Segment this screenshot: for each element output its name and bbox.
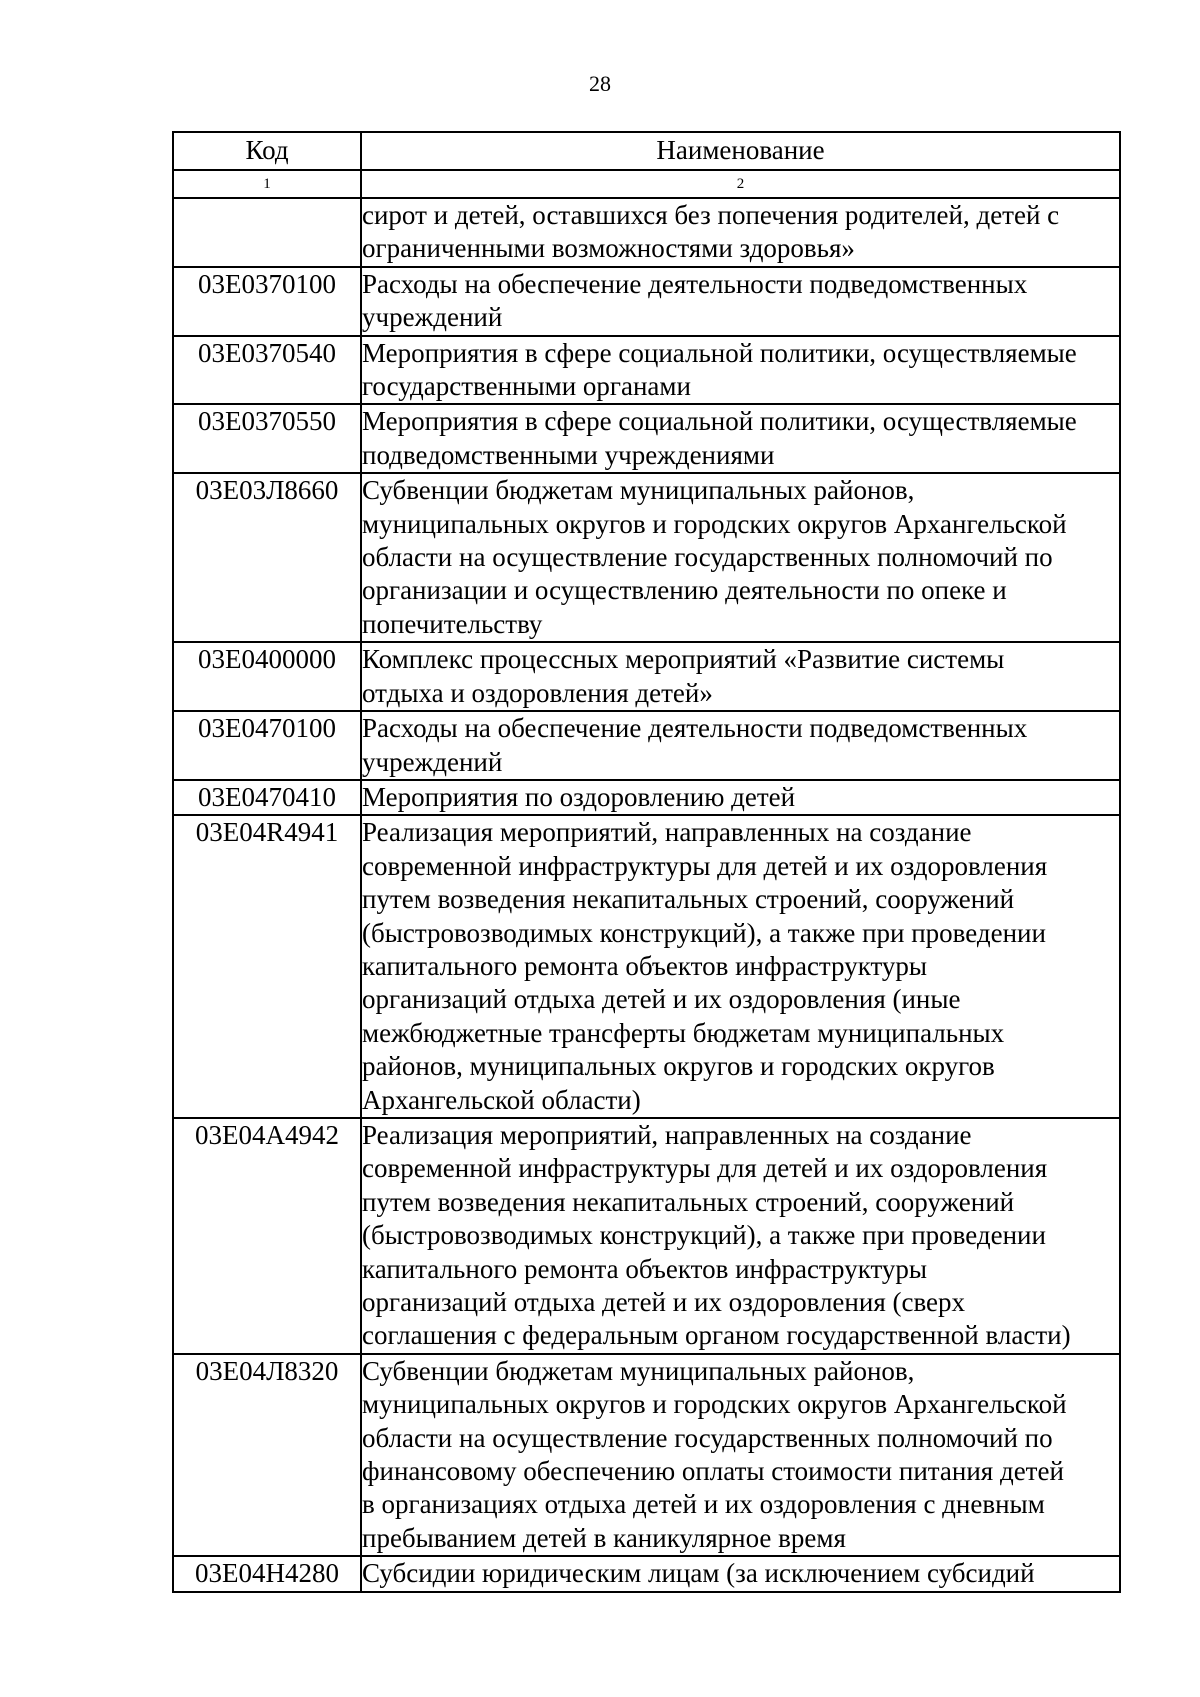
row-code: [173, 198, 361, 267]
row-code: 03Е04А4942: [173, 1118, 361, 1354]
row-name: сирот и детей, оставшихся без попечения родителей, детей с ограниченными возможностями здоровья»: [361, 198, 1120, 267]
header-row: [173, 132, 1120, 170]
header-name: Наименование: [361, 132, 1120, 170]
row-name: Мероприятия в сфере социальной политики, осуществляемые государственными органами: [361, 336, 1120, 405]
table-row: [173, 198, 1120, 267]
table-row: [173, 642, 1120, 711]
table-row: [173, 1556, 1120, 1591]
page-number: 28: [589, 71, 611, 96]
column-number-name: 2: [361, 170, 1120, 198]
row-code: 03Е0400000: [173, 642, 361, 711]
table-row: [173, 1118, 1120, 1354]
row-name: Реализация мероприятий, направленных на создание современной инфраструктуры для детей и их оздоровления путем возведения некапитальных строений, сооружений (быстровозводимых конструкций), а также при проведении капитального ремонта объектов инфраструктуры организаций отдыха детей и их оздоровления (сверх соглашения с федеральным органом государственной власти): [361, 1118, 1120, 1354]
row-name: Субвенции бюджетам муниципальных районов, муниципальных округов и городских округов Архангельской области на осуществление государственных полномочий по организации и осуществлению деятельности по опеке и попечительству: [361, 473, 1120, 642]
table-body: [173, 198, 1120, 1592]
row-code: 03Е0370540: [173, 336, 361, 405]
row-code: 03Е0370550: [173, 404, 361, 473]
table-row: [173, 780, 1120, 815]
header-code: Код: [173, 132, 361, 170]
row-code: 03Е04R4941: [173, 815, 361, 1118]
table-row: [173, 473, 1120, 642]
table-row: [173, 711, 1120, 780]
column-number-code: 1: [173, 170, 361, 198]
row-code: 03Е0470100: [173, 711, 361, 780]
row-name: Субсидии юридическим лицам (за исключением субсидий: [361, 1556, 1120, 1591]
table-header: [173, 132, 1120, 198]
table-row: [173, 815, 1120, 1118]
row-code: 03Е0470410: [173, 780, 361, 815]
table-row: [173, 1354, 1120, 1556]
row-name: Комплекс процессных мероприятий «Развитие системы отдыха и оздоровления детей»: [361, 642, 1120, 711]
row-name: Расходы на обеспечение деятельности подведомственных учреждений: [361, 267, 1120, 336]
row-name: Мероприятия в сфере социальной политики, осуществляемые подведомственными учреждениями: [361, 404, 1120, 473]
row-name: Реализация мероприятий, направленных на создание современной инфраструктуры для детей и их оздоровления путем возведения некапитальных строений, сооружений (быстровозводимых конструкций), а также при проведении капитального ремонта объектов инфраструктуры организаций отдыха детей и их оздоровления (иные межбюджетные трансферты бюджетам муниципальных районов, муниципальных округов и городских округов Архангельской области): [361, 815, 1120, 1118]
row-name: Субвенции бюджетам муниципальных районов, муниципальных округов и городских округов Архангельской области на осуществление государственных полномочий по финансовому обеспечению оплаты стоимости питания детей в организациях отдыха детей и их оздоровления с дневным пребыванием детей в каникулярное время: [361, 1354, 1120, 1556]
table-row: [173, 404, 1120, 473]
row-code: 03Е03Л8660: [173, 473, 361, 642]
row-code: 03Е04Л8320: [173, 1354, 361, 1556]
table-row: [173, 267, 1120, 336]
budget-codes-table: [172, 131, 1121, 1593]
row-name: Мероприятия по оздоровлению детей: [361, 780, 1120, 815]
column-number-row: [173, 170, 1120, 198]
row-name: Расходы на обеспечение деятельности подведомственных учреждений: [361, 711, 1120, 780]
row-code: 03Е04Н4280: [173, 1556, 361, 1591]
row-code: 03Е0370100: [173, 267, 361, 336]
table-row: [173, 336, 1120, 405]
